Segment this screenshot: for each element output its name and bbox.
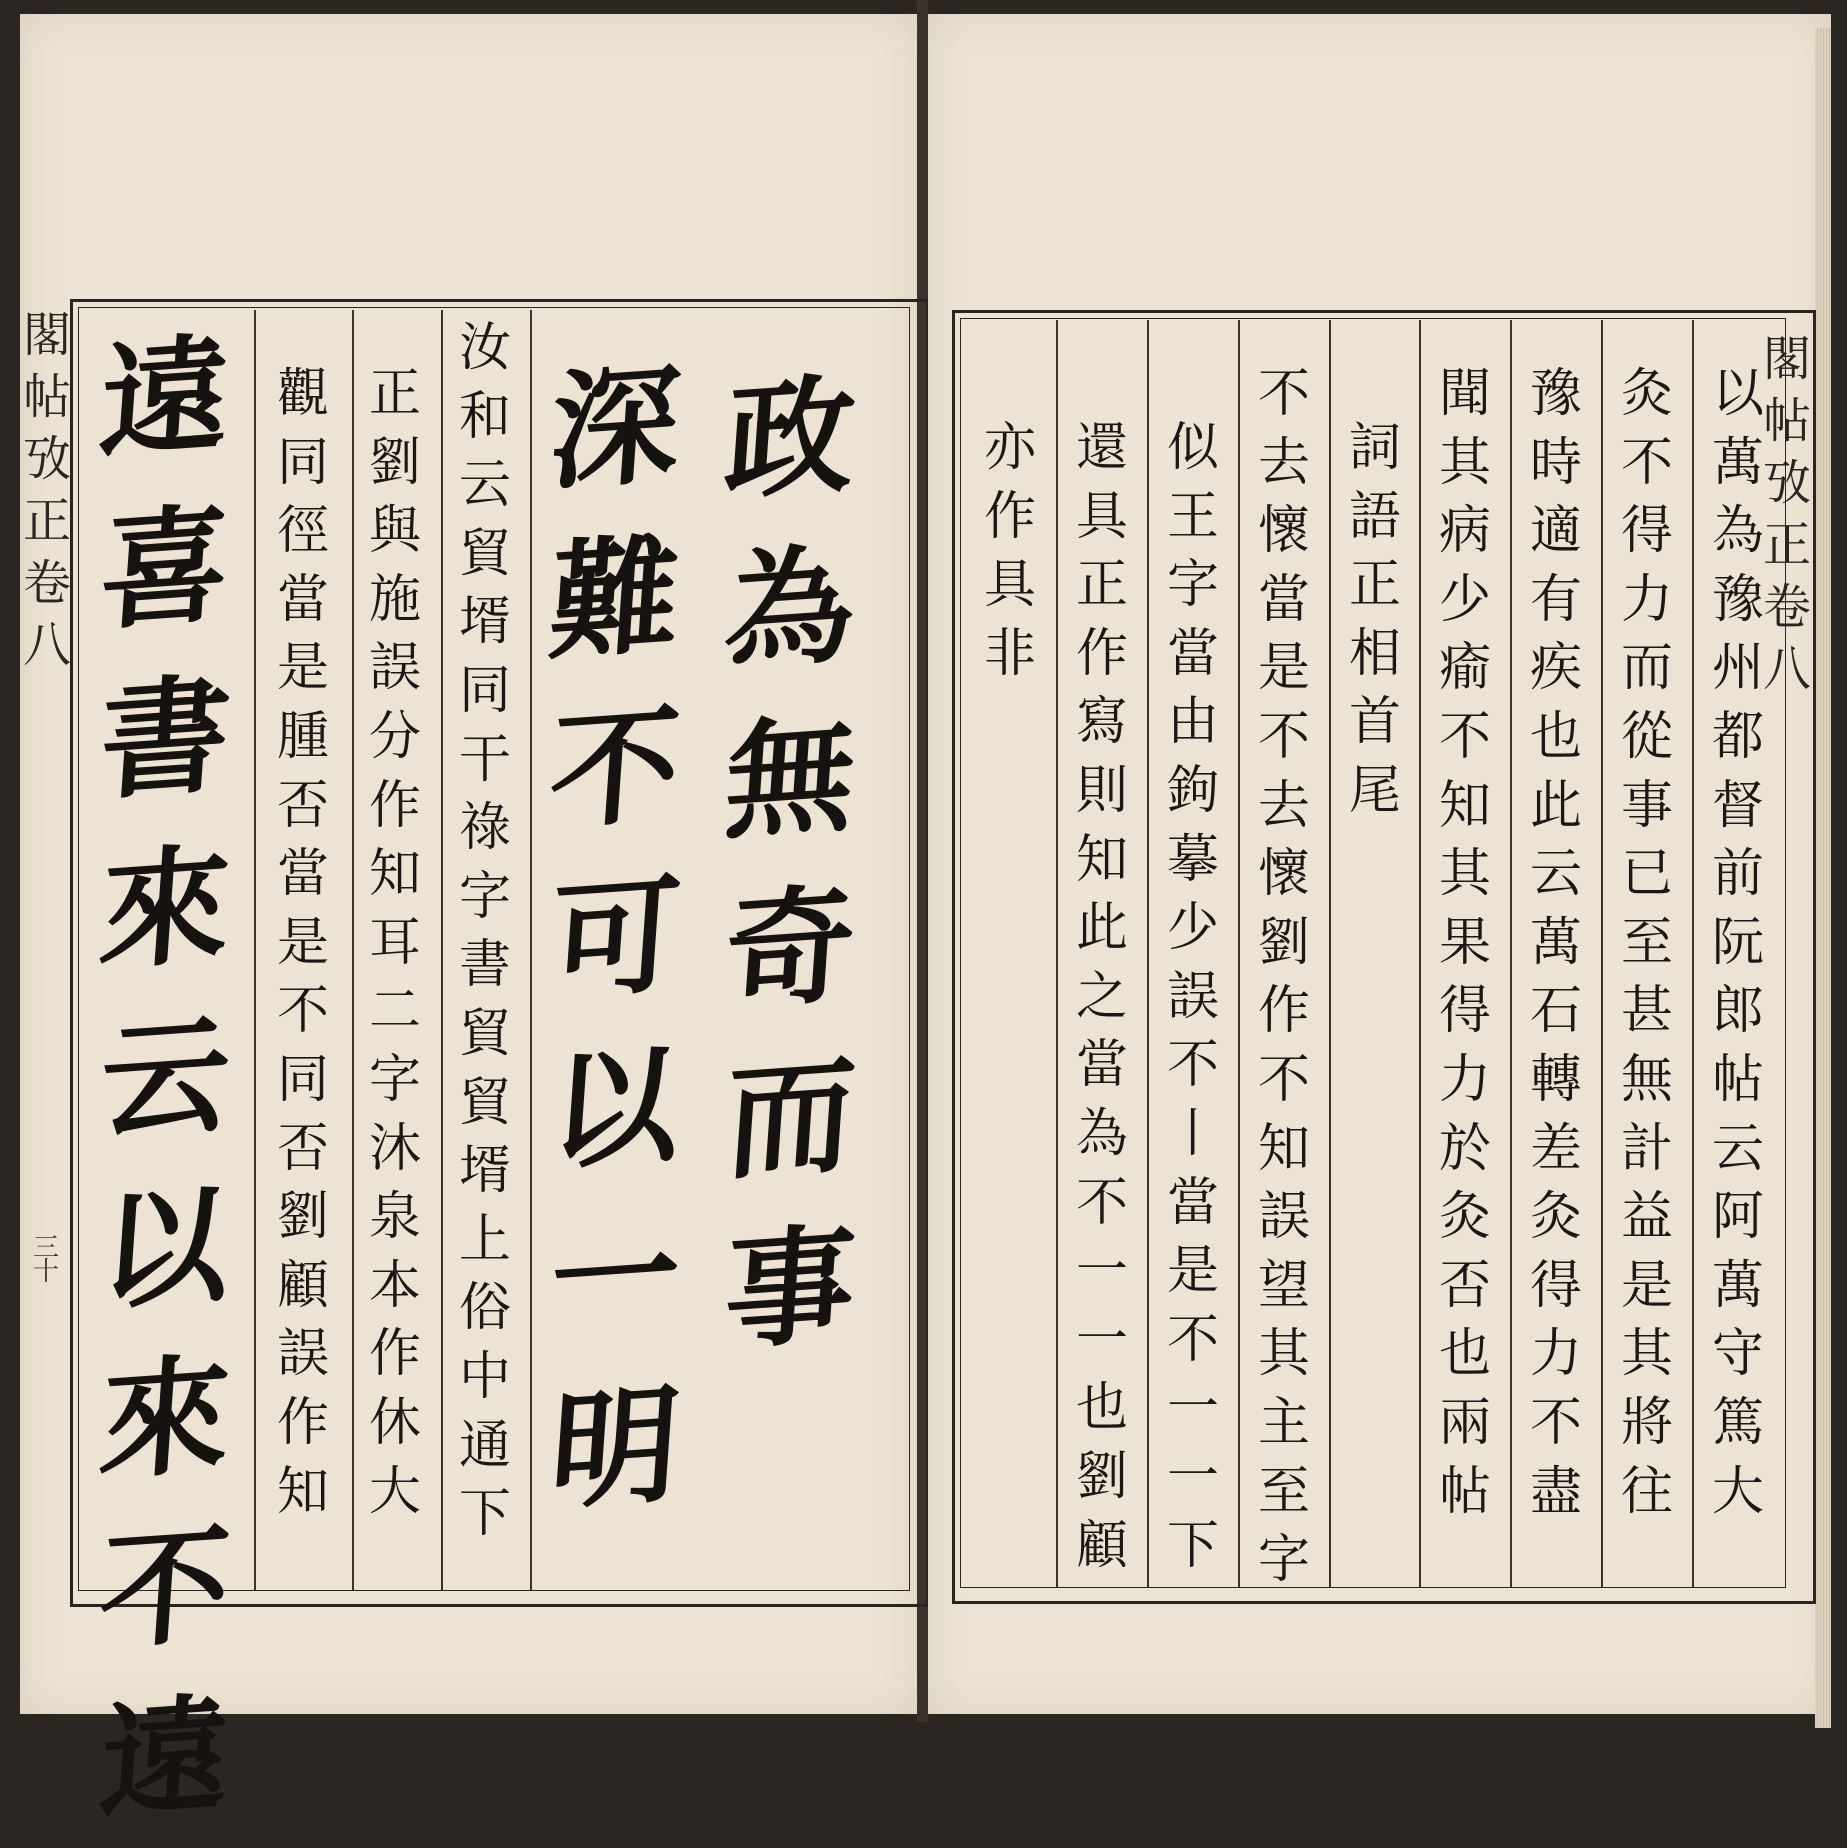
glyph: 懷: [1257, 501, 1310, 562]
glyph: 少: [1438, 569, 1491, 630]
glyph: 劉: [1075, 1446, 1128, 1507]
glyph: 灸: [1620, 364, 1673, 424]
right-page: [928, 14, 1831, 1714]
glyph: 不: [1166, 1309, 1219, 1370]
column-rule: [441, 310, 443, 1590]
glyph: 一: [545, 1199, 685, 1359]
glyph: 當: [1166, 1172, 1219, 1233]
glyph: 時: [1529, 432, 1582, 493]
glyph: 王: [1166, 486, 1219, 547]
glyph: 正: [1348, 555, 1401, 616]
glyph: 不: [1257, 706, 1310, 767]
glyph: 差: [1529, 1118, 1582, 1179]
glyph: 二: [368, 981, 421, 1042]
glyph: 誤: [368, 638, 421, 699]
glyph: 知: [276, 1461, 329, 1522]
glyph: 具: [983, 555, 1036, 616]
glyph: 是: [1257, 638, 1310, 699]
note-column: [264, 360, 342, 1526]
glyph: 汝: [458, 318, 511, 378]
text-column: [1696, 360, 1780, 1526]
glyph: 前: [1711, 844, 1764, 905]
glyph: 和: [458, 386, 511, 447]
glyph: 有: [1529, 569, 1582, 630]
glyph: 奇: [720, 869, 860, 1029]
glyph: 其: [1438, 844, 1491, 905]
glyph: 誤: [1257, 1187, 1310, 1248]
glyph: 甚: [1620, 981, 1673, 1042]
column-rule: [352, 310, 354, 1590]
glyph: 其: [1257, 1324, 1310, 1385]
glyph: 一: [1075, 1241, 1128, 1302]
glyph: 壻: [458, 1141, 511, 1202]
glyph: 作: [276, 1392, 329, 1453]
glyph: 是: [276, 912, 329, 973]
glyph: 無: [720, 699, 860, 859]
glyph: 難: [545, 519, 685, 679]
glyph: 一: [1166, 1378, 1219, 1439]
glyph: 貿: [458, 1003, 511, 1064]
glyph: 字: [1257, 1530, 1310, 1591]
text-column: [1151, 414, 1235, 1580]
column-rule: [530, 310, 532, 1590]
glyph: 適: [1529, 501, 1582, 562]
glyph: 是: [1166, 1241, 1219, 1302]
glyph: 上: [458, 1209, 511, 1270]
glyph: 從: [1620, 706, 1673, 767]
glyph: 正: [1762, 517, 1811, 573]
glyph: 沐: [368, 1118, 421, 1179]
glyph: 劉: [1257, 912, 1310, 973]
glyph: 督: [1711, 775, 1764, 836]
glyph: 事: [720, 1209, 860, 1369]
glyph: 望: [1257, 1255, 1310, 1316]
glyph: 作: [368, 775, 421, 836]
glyph: 攷: [1762, 455, 1811, 511]
glyph: 無: [1620, 1049, 1673, 1110]
glyph: 耳: [368, 912, 421, 973]
glyph: 同: [458, 660, 511, 721]
glyph: 非: [983, 623, 1036, 684]
glyph: 十: [32, 1257, 59, 1287]
glyph: 三: [32, 1233, 59, 1263]
glyph: 將: [1620, 1392, 1673, 1453]
glyph: 不: [1166, 1035, 1219, 1096]
glyph: 懷: [1257, 844, 1310, 905]
glyph: 遠: [95, 319, 235, 479]
glyph: 不: [1620, 432, 1673, 493]
glyph: 似: [1166, 418, 1219, 478]
left-running-head: [22, 304, 72, 676]
glyph: 之: [1075, 966, 1128, 1027]
glyph: 州: [1711, 638, 1764, 699]
glyph: 不: [95, 1509, 235, 1669]
glyph: 同: [276, 1049, 329, 1110]
glyph: 深: [545, 349, 685, 509]
glyph: 當: [1075, 1035, 1128, 1096]
glyph: 書: [95, 659, 235, 819]
column-rule: [1510, 320, 1512, 1587]
glyph: 為: [720, 529, 860, 689]
glyph: 阮: [1711, 912, 1764, 973]
text-column: [1333, 414, 1417, 826]
text-column: [1605, 360, 1689, 1526]
glyph: 亦: [983, 418, 1036, 478]
glyph: 祿: [458, 798, 511, 859]
glyph: 阿: [1711, 1187, 1764, 1248]
glyph: 俗: [458, 1278, 511, 1339]
glyph: 中: [458, 1346, 511, 1407]
glyph: 少: [1166, 898, 1219, 959]
glyph: 還: [1075, 418, 1128, 478]
note-column: [446, 314, 524, 1549]
cursive-column: [710, 354, 870, 1374]
glyph: 疾: [1529, 638, 1582, 699]
glyph: 劉: [276, 1187, 329, 1248]
text-column: [1060, 414, 1144, 1580]
text-column: [1242, 360, 1326, 1595]
glyph: 字: [368, 1049, 421, 1110]
glyph: 帖: [1711, 1049, 1764, 1110]
glyph: 寫: [1075, 692, 1128, 753]
glyph: 貿: [458, 523, 511, 584]
glyph: 去: [1257, 775, 1310, 836]
glyph: 以: [95, 1169, 235, 1329]
glyph: 詞: [1348, 418, 1401, 478]
column-rule: [1147, 320, 1149, 1587]
glyph: 云: [95, 999, 235, 1159]
glyph: 大: [368, 1461, 421, 1522]
glyph: 至: [1620, 912, 1673, 973]
glyph: 而: [720, 1039, 860, 1199]
glyph: 干: [458, 729, 511, 790]
glyph: 丨: [1166, 1103, 1219, 1164]
glyph: 卷: [22, 555, 71, 611]
glyph: 劉: [368, 432, 421, 493]
glyph: 誤: [276, 1324, 329, 1385]
glyph: 政: [720, 359, 860, 519]
glyph: 郎: [1711, 981, 1764, 1042]
glyph: 當: [276, 844, 329, 905]
glyph: 鉤: [1166, 760, 1219, 821]
column-rule: [1419, 320, 1421, 1587]
glyph: 分: [368, 706, 421, 767]
glyph: 豫: [1529, 364, 1582, 424]
glyph: 萬: [1711, 432, 1764, 493]
glyph: 為: [1711, 501, 1764, 562]
glyph: 來: [95, 1339, 235, 1499]
column-rule: [254, 310, 256, 1590]
glyph: 轉: [1529, 1049, 1582, 1110]
glyph: 云: [1529, 844, 1582, 905]
glyph: 觀: [276, 364, 329, 424]
glyph: 語: [1348, 486, 1401, 547]
glyph: 八: [22, 617, 71, 673]
glyph: 不: [276, 981, 329, 1042]
glyph: 一: [1075, 1309, 1128, 1370]
glyph: 閣: [22, 307, 71, 363]
glyph: 得: [1529, 1255, 1582, 1316]
glyph: 下: [458, 1484, 511, 1545]
column-rule: [1692, 320, 1694, 1587]
text-column: [1514, 360, 1598, 1526]
glyph: 於: [1438, 1118, 1491, 1179]
glyph: 得: [1620, 501, 1673, 562]
glyph: 泉: [368, 1187, 421, 1248]
glyph: 作: [368, 1324, 421, 1385]
glyph: 灸: [1529, 1187, 1582, 1248]
glyph: 益: [1620, 1187, 1673, 1248]
glyph: 同: [276, 432, 329, 493]
glyph: 顧: [1075, 1515, 1128, 1576]
glyph: 萬: [1529, 912, 1582, 973]
glyph: 守: [1711, 1324, 1764, 1385]
glyph: 得: [1438, 981, 1491, 1042]
glyph: 知: [368, 844, 421, 905]
glyph: 為: [1075, 1103, 1128, 1164]
note-column: [356, 360, 434, 1526]
column-rule: [1056, 320, 1058, 1587]
glyph: 相: [1348, 623, 1401, 684]
glyph: 來: [95, 829, 235, 989]
glyph: 云: [458, 455, 511, 516]
glyph: 書: [458, 935, 511, 996]
glyph: 果: [1438, 912, 1491, 973]
glyph: 不: [1257, 364, 1310, 424]
glyph: 否: [276, 775, 329, 836]
glyph: 力: [1620, 569, 1673, 630]
glyph: 事: [1620, 775, 1673, 836]
glyph: 正: [368, 364, 421, 424]
glyph: 以: [1711, 364, 1764, 424]
glyph: 則: [1075, 760, 1128, 821]
glyph: 摹: [1166, 829, 1219, 890]
glyph: 不: [1438, 706, 1491, 767]
glyph: 下: [1166, 1515, 1219, 1576]
glyph: 不: [1529, 1392, 1582, 1453]
glyph: 帖: [22, 369, 71, 425]
text-column: [968, 414, 1052, 688]
glyph: 力: [1438, 1049, 1491, 1110]
glyph: 往: [1620, 1461, 1673, 1522]
left-page: [20, 14, 917, 1839]
glyph: 與: [368, 501, 421, 562]
left-page-number: [26, 1233, 66, 1287]
glyph: 八: [1762, 641, 1811, 697]
glyph: 當: [276, 569, 329, 630]
glyph: 云: [1711, 1118, 1764, 1179]
glyph: 主: [1257, 1392, 1310, 1453]
glyph: 而: [1620, 638, 1673, 699]
glyph: 此: [1075, 898, 1128, 959]
glyph: 作: [1075, 623, 1128, 684]
glyph: 本: [368, 1255, 421, 1316]
glyph: 知: [1257, 1118, 1310, 1179]
glyph: 盡: [1529, 1461, 1582, 1522]
page-edge-stack: [1815, 28, 1831, 1728]
glyph: 病: [1438, 501, 1491, 562]
glyph: 是: [276, 638, 329, 699]
glyph: 否: [276, 1118, 329, 1179]
glyph: 是: [1620, 1255, 1673, 1316]
column-rule: [1329, 320, 1331, 1587]
glyph: 腫: [276, 706, 329, 767]
glyph: 作: [983, 486, 1036, 547]
glyph: 正: [1075, 555, 1128, 616]
glyph: 字: [458, 866, 511, 927]
glyph: 攷: [22, 431, 71, 487]
glyph: 否: [1438, 1255, 1491, 1316]
glyph: 施: [368, 569, 421, 630]
glyph: 灸: [1438, 1187, 1491, 1248]
glyph: 兩: [1438, 1392, 1491, 1453]
glyph: 豫: [1711, 569, 1764, 630]
glyph: 已: [1620, 844, 1673, 905]
glyph: 不: [1257, 1049, 1310, 1110]
glyph: 當: [1257, 569, 1310, 630]
glyph: 大: [1711, 1461, 1764, 1522]
glyph: 其: [1620, 1324, 1673, 1385]
glyph: 正: [22, 493, 71, 549]
column-rule: [1601, 320, 1603, 1587]
glyph: 去: [1257, 432, 1310, 493]
glyph: 休: [368, 1392, 421, 1453]
glyph: 都: [1711, 706, 1764, 767]
glyph: 貿: [458, 1072, 511, 1133]
glyph: 石: [1529, 981, 1582, 1042]
glyph: 聞: [1438, 364, 1491, 424]
glyph: 也: [1529, 706, 1582, 767]
glyph: 通: [458, 1415, 511, 1476]
glyph: 至: [1257, 1461, 1310, 1522]
glyph: 遠: [95, 1679, 235, 1839]
glyph: 不: [545, 689, 685, 849]
column-rule: [1238, 320, 1240, 1587]
glyph: 知: [1075, 829, 1128, 890]
glyph: 卷: [1762, 579, 1811, 635]
glyph: 此: [1529, 775, 1582, 836]
glyph: 首: [1348, 692, 1401, 753]
glyph: 一: [1166, 1446, 1219, 1507]
glyph: 帖: [1438, 1461, 1491, 1522]
glyph: 作: [1257, 981, 1310, 1042]
glyph: 計: [1620, 1118, 1673, 1179]
glyph: 也: [1438, 1324, 1491, 1385]
glyph: 也: [1075, 1378, 1128, 1439]
glyph: 尾: [1348, 760, 1401, 821]
glyph: 壻: [458, 592, 511, 653]
glyph: 當: [1166, 623, 1219, 684]
glyph: 閣: [1762, 331, 1811, 387]
glyph: 瘉: [1438, 638, 1491, 699]
glyph: 徑: [276, 501, 329, 562]
glyph: 由: [1166, 692, 1219, 753]
glyph: 字: [1166, 555, 1219, 616]
glyph: 知: [1438, 775, 1491, 836]
glyph: 誤: [1166, 966, 1219, 1027]
glyph: 帖: [1762, 393, 1811, 449]
glyph: 可: [545, 859, 685, 1019]
margin-cursive-column: [90, 314, 240, 1844]
glyph: 萬: [1711, 1255, 1764, 1316]
glyph: 篤: [1711, 1392, 1764, 1453]
text-column: [1423, 360, 1507, 1526]
glyph: 其: [1438, 432, 1491, 493]
glyph: 不: [1075, 1172, 1128, 1233]
glyph: 力: [1529, 1324, 1582, 1385]
glyph: 明: [545, 1369, 685, 1529]
glyph: 具: [1075, 486, 1128, 547]
glyph: 以: [545, 1029, 685, 1189]
glyph: 喜: [95, 489, 235, 649]
glyph: 顧: [276, 1255, 329, 1316]
cursive-column: [540, 344, 690, 1534]
